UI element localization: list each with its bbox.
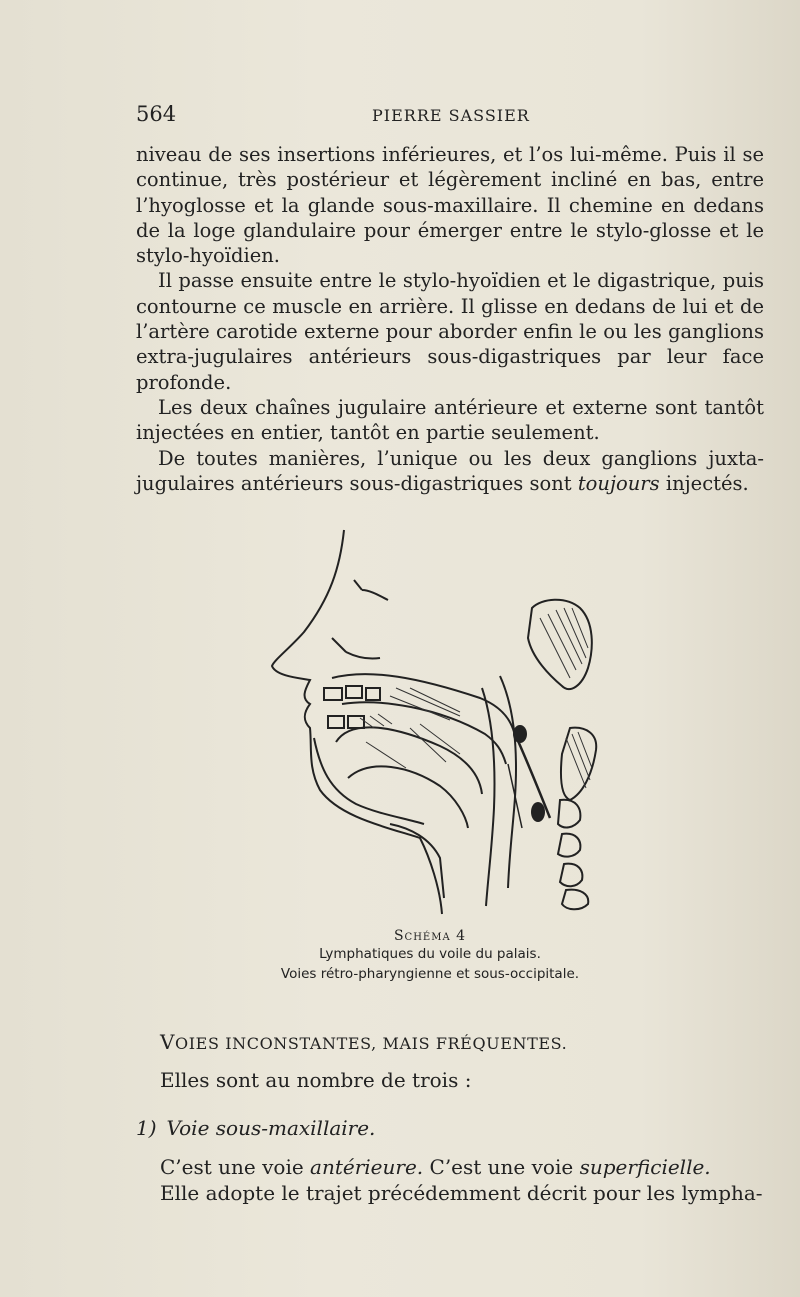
paragraph-4-text: De toutes manières, l’unique ou les deux ganglions juxta-jugulaires antérieurs sous-digastriques sont bbox=[136, 446, 764, 495]
paragraph-1: niveau de ses insertions inférieures, et l’os lui-même. Puis il se continue, très postérieur et légèrement incliné en bas, entre l’hyoglosse et la glande sous-maxillaire. Il chemine en dedans de la loge glandulaire pour émerger entre le stylo-glosse et le stylo-hyoïdien. bbox=[136, 143, 764, 268]
figure-caption bbox=[200, 928, 660, 984]
figure-title: Schéma 4 bbox=[393, 928, 467, 944]
lower-line-1-a: C’est une voie bbox=[160, 1155, 311, 1179]
running-head: PIERRE SASSIER bbox=[372, 106, 530, 125]
list-item-label: Voie sous-maxillaire. bbox=[166, 1116, 376, 1140]
lower-line-1-b: C’est une voie bbox=[423, 1155, 580, 1179]
section-heading-initial: V bbox=[160, 1030, 176, 1054]
paragraph-4-end: injectés. bbox=[659, 471, 749, 495]
section-heading-rest: OIES INCONSTANTES, MAIS FRÉQUENTES. bbox=[175, 1034, 568, 1053]
paragraph-4-emphasis: toujours bbox=[577, 471, 660, 495]
paragraph-3: Les deux chaînes jugulaire antérieure et externe sont tantôt injectées en entier, tantôt en partie seulement. bbox=[136, 395, 764, 445]
lower-line-1-emphasis-1: antérieure. bbox=[310, 1155, 424, 1179]
figure-caption-line-2: Voies rétro-pharyngienne et sous-occipitale. bbox=[280, 966, 580, 982]
paragraph-4 bbox=[136, 446, 764, 497]
list-item-number: 1) bbox=[136, 1116, 157, 1140]
intro-sentence: Elles sont au nombre de trois : bbox=[160, 1068, 472, 1092]
page-number: 564 bbox=[136, 102, 177, 126]
paragraph-2: Il passe ensuite entre le stylo-hyoïdien et le digastrique, puis contourne ce muscle en arrière. Il glisse en dedans de lui et de l’artère carotide externe pour aborder enfin le ou les ganglions extra-jugulaires antérieurs sous-digastriques par leur face profonde. bbox=[136, 269, 764, 394]
anatomical-schema-figure bbox=[270, 528, 610, 918]
list-item bbox=[136, 1116, 375, 1140]
lower-line-1-emphasis-2: superficielle. bbox=[579, 1155, 711, 1179]
lower-line-2: Elle adopte le trajet précédemment décrit pour les lympha- bbox=[160, 1181, 763, 1205]
figure-caption-line-1: Lymphatiques du voile du palais. bbox=[319, 946, 541, 962]
body-text bbox=[136, 142, 764, 496]
lower-text bbox=[136, 1154, 764, 1206]
page-header bbox=[136, 102, 766, 128]
lower-line-1 bbox=[136, 1154, 764, 1180]
section-heading bbox=[160, 1030, 567, 1054]
